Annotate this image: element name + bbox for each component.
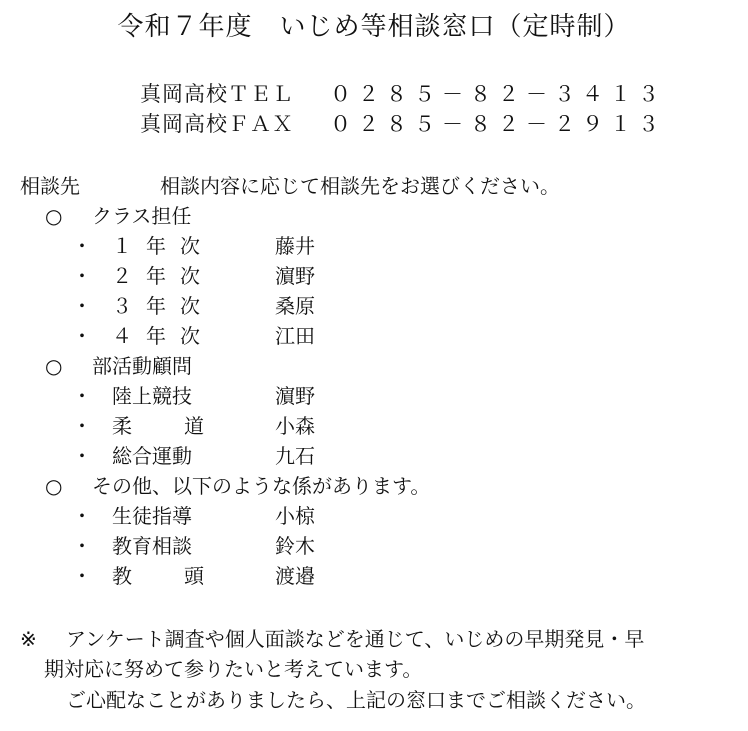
item-name: 九石 (275, 444, 315, 468)
bullet: ・ (72, 234, 92, 258)
item-name: 濵野 (275, 264, 315, 288)
bullet: ・ (72, 384, 92, 408)
bullet: ・ (72, 444, 92, 468)
item-role: １年次 (112, 234, 214, 258)
consult-intro: 相談内容に応じて相談先をお選びください。 (160, 174, 560, 198)
bullet: ・ (72, 534, 92, 558)
item-role: 総合運動 (112, 444, 192, 468)
section-title-other: その他、以下のような係があります。 (92, 474, 431, 498)
fax-number: ０２８５－８２－２９１３ (330, 112, 666, 136)
note-line-3: ご心配なことがありましたら、上記の窓口までご相談ください。 (66, 688, 646, 712)
item-role: 教頭 (112, 564, 256, 588)
item-name: 小森 (275, 414, 315, 438)
tel-number: ０２８５－８２－３４１３ (330, 82, 666, 106)
section-title-class-teacher: クラス担任 (92, 204, 192, 228)
page-title: 令和７年度 いじめ等相談窓口（定時制） (117, 12, 631, 42)
item-role: ３年次 (112, 294, 214, 318)
fax-line (140, 114, 666, 135)
bullet: ・ (72, 564, 92, 588)
item-role: 教育相談 (112, 534, 192, 558)
bullet: ・ (72, 414, 92, 438)
bullet: ・ (72, 294, 92, 318)
consult-heading: 相談先 (20, 174, 80, 198)
bullet: ・ (72, 264, 92, 288)
item-name: 鈴木 (275, 534, 315, 558)
bullet: ・ (72, 504, 92, 528)
section-mark: ○ (45, 204, 63, 228)
tel-label: 真岡高校ＴＥＬ (140, 82, 294, 106)
item-name: 濵野 (275, 384, 315, 408)
bullet: ・ (72, 324, 92, 348)
item-name: 江田 (275, 324, 315, 348)
item-name: 桑原 (275, 294, 315, 318)
item-role: 生徒指導 (112, 504, 192, 528)
note-line-2: 期対応に努めて参りたいと考えています。 (44, 657, 423, 681)
item-role: 柔道 (112, 414, 256, 438)
item-role: ２年次 (112, 264, 214, 288)
item-role: ４年次 (112, 324, 214, 348)
fax-label: 真岡高校ＦＡＸ (140, 112, 294, 136)
section-title-club-advisor: 部活動顧問 (92, 354, 192, 378)
item-name: 藤井 (275, 234, 315, 258)
item-role: 陸上競技 (112, 384, 192, 408)
tel-line (140, 84, 666, 105)
note-line-1: アンケート調査や個人面談などを通じて、いじめの早期発見・早 (66, 627, 645, 651)
section-mark: ○ (45, 474, 63, 498)
item-name: 小椋 (275, 504, 315, 528)
item-name: 渡邉 (275, 564, 315, 588)
note-mark: ※ (20, 627, 37, 651)
section-mark: ○ (45, 354, 63, 378)
